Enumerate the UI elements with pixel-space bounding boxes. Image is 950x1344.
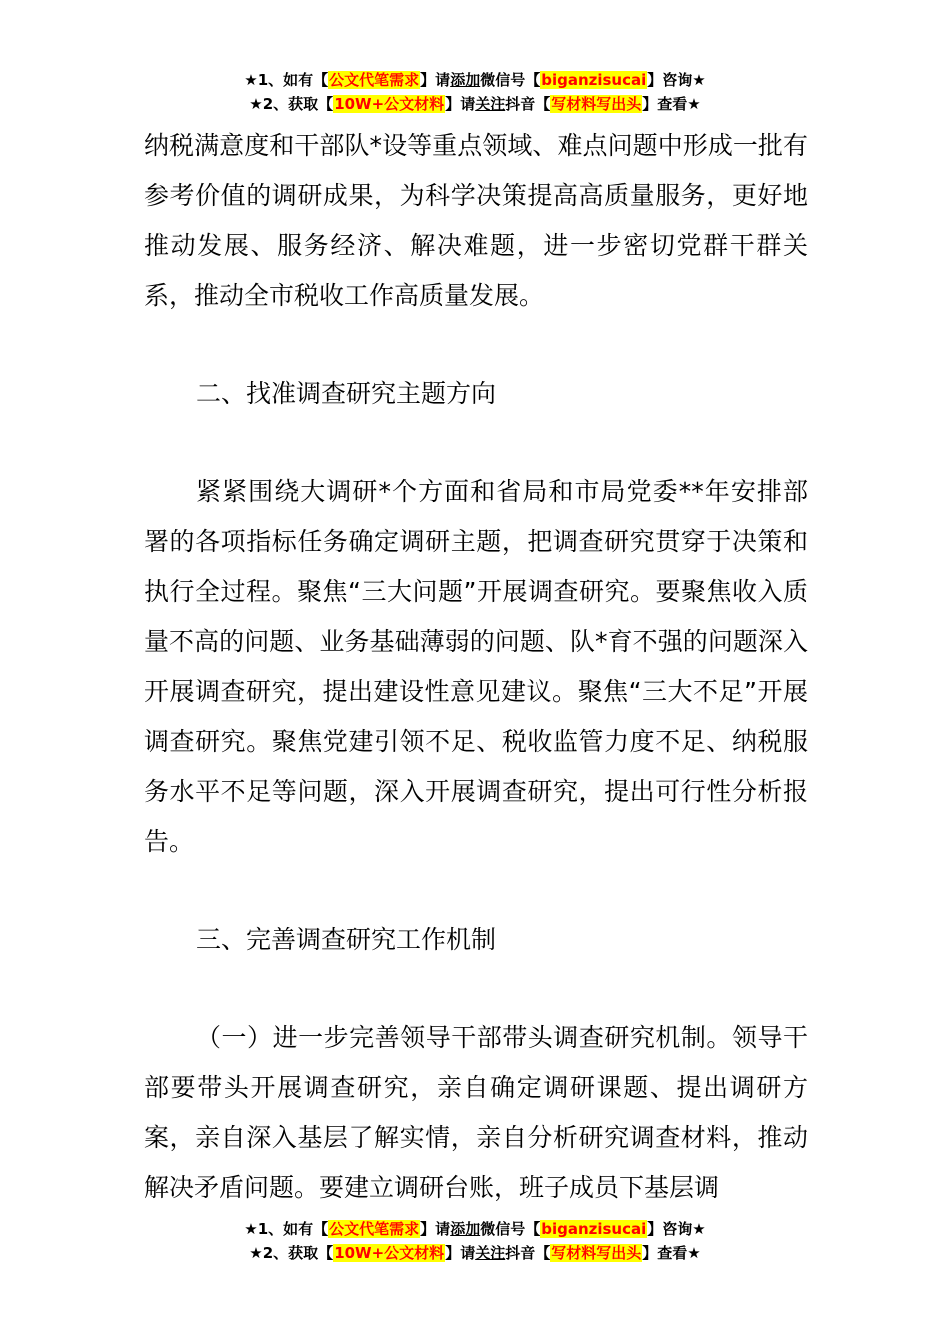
document-body [144,121,808,1213]
promo-highlight: 10W+公文材料 [334,1244,445,1262]
promo-text: 微信号【 [480,1220,541,1238]
promo-text: 抖音【 [505,95,551,113]
promo-highlight: 公文代笔需求 [329,71,420,89]
promo-text: 】请 [445,95,476,113]
paragraph-mechanism-1: （一）进一步完善领导干部带头调查研究机制。领导干部要带头开展调查研究，亲自确定调研课题、提出调研方案，亲自深入基层了解实情，亲自分析研究调查材料，推动解决矛盾问题。要建立调研台账，班子成员下基层调 [144,1023,808,1202]
paragraph-research-topics: 紧紧围绕大调研*个方面和省局和市局党委**年安排部署的各项指标任务确定调研主题，把调查研究贯穿于决策和执行全过程。聚焦“三大问题”开展调查研究。要聚焦收入质量不高的问题、业务基础薄弱的问题、队*育不强的问题深入开展调查研究，提出建设性意见建议。聚焦“三大不足”开展调查研究。聚焦党建引领不足、税收监管力度不足、纳税服务水平不足等问题，深入开展调查研究，提出可行性分析报告。 [144,477,808,856]
promo-highlight: biganzisucai [541,71,647,89]
promo-underline: 关注 [475,1244,506,1262]
spacer [144,867,808,915]
section-heading-2: 二、找准调查研究主题方向 [196,379,497,408]
promo-highlight: 10W+公文材料 [334,95,445,113]
paragraph-continuation: 纳税满意度和干部队*设等重点领域、难点问题中形成一批有参考价值的调研成果，为科学决策提高高质量服务，更好地推动发展、服务经济、解决难题，进一步密切党群干群关系，推动全市税收工作高质量发展。 [144,131,808,310]
promo-text: 】查看★ [642,95,701,113]
promo-text: 】请 [420,1220,451,1238]
spacer [144,965,808,1013]
promo-text: 微信号【 [480,71,541,89]
promo-text: 】咨询★ [647,1220,706,1238]
promo-text: 】咨询★ [647,71,706,89]
promo-line-2 [0,1241,950,1265]
promo-text: 抖音【 [505,1244,551,1262]
promo-highlight: biganzisucai [541,1220,647,1238]
promo-highlight: 写材料写出头 [551,1244,642,1262]
promo-text: ★2、获取【 [249,95,334,113]
section-heading-3: 三、完善调查研究工作机制 [196,925,497,954]
promo-text: ★1、如有【 [244,71,329,89]
promo-underline: 添加 [450,71,481,89]
promo-line-2 [0,92,950,116]
promo-line-1 [0,68,950,92]
spacer [144,419,808,467]
promo-underline: 添加 [450,1220,481,1238]
promo-text: 】请 [445,1244,476,1262]
promo-line-1 [0,1217,950,1241]
header-promo-banner [0,68,950,116]
promo-text: ★1、如有【 [244,1220,329,1238]
spacer [144,321,808,369]
promo-text: ★2、获取【 [249,1244,334,1262]
promo-text: 】查看★ [642,1244,701,1262]
promo-highlight: 写材料写出头 [551,95,642,113]
footer-promo-banner [0,1217,950,1265]
promo-highlight: 公文代笔需求 [329,1220,420,1238]
promo-underline: 关注 [475,95,506,113]
promo-text: 】请 [420,71,451,89]
